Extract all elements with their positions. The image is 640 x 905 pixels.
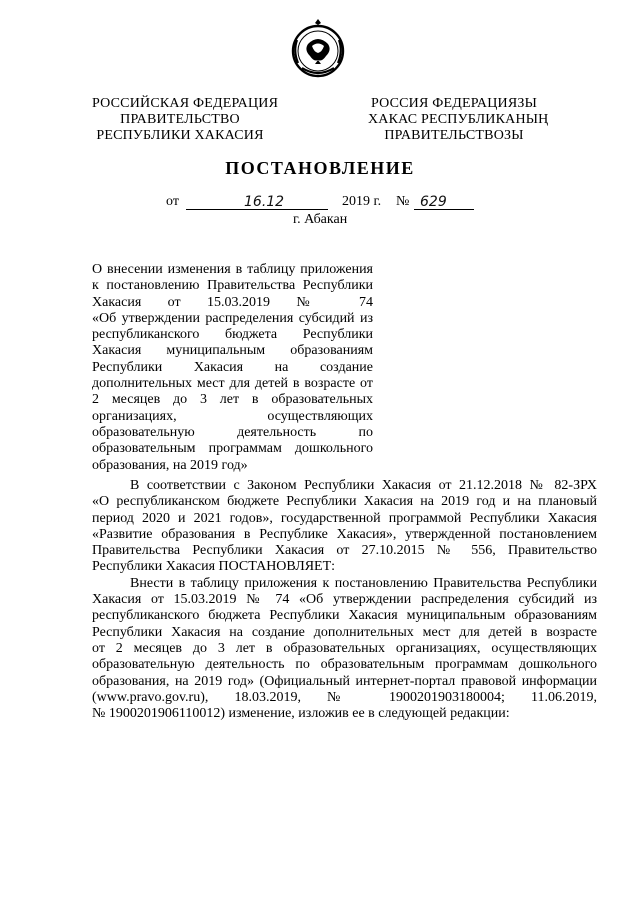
header-left-line-1: РОССИЙСКАЯ ФЕДЕРАЦИЯ (92, 96, 279, 111)
document-title: ПОСТАНОВЛЕНИЕ (225, 158, 415, 178)
year-label: 2019 г. (342, 194, 382, 209)
body-line: период 2020 и 2021 годов», государственной программой Республики Хакасия (92, 510, 597, 526)
header-right (368, 96, 549, 144)
subject-line: Хакасия от 15.03.2019 № 74 (92, 294, 373, 310)
date-from-label: от (166, 194, 179, 209)
subject-line: Хакасия муниципальным образованиям (92, 343, 373, 359)
body-line: Внести в таблицу приложения к постановлению Правительства Республики (130, 575, 597, 591)
body-line: «О республиканском бюджете Республики Хакасия на 2019 год и на плановый (92, 494, 597, 510)
number-handwritten: 629 (420, 194, 447, 210)
body-line: В соответствии с Законом Республики Хакасия от 21.12.2018 № 82-ЗРХ (130, 478, 597, 493)
body-line: Республики Хакасия на создание дополнительных мест для детей в возрасте (92, 624, 597, 640)
city-label: г. Абакан (293, 212, 348, 227)
subject-line: образовательным программам дошкольного (92, 441, 373, 457)
date-handwritten: 16.12 (244, 194, 285, 210)
header-left-line-2: ПРАВИТЕЛЬСТВО (120, 112, 240, 127)
subject-line: организациях, осуществляющих (92, 408, 373, 424)
body-line: Республики Хакасия ПОСТАНОВЛЯЕТ: (92, 559, 336, 575)
subject-line: образовательную деятельность по (92, 424, 373, 440)
number-label: № (396, 194, 410, 209)
body-line: образования, на 2019 год» (Официальный интернет-портал правовой информации (92, 673, 597, 689)
body-line: от 2 месяцев до 3 лет в образовательных организациях, осуществляющих (92, 640, 597, 656)
body-line: № 1900201906110012) изменение, изложив ее в следующей редакции: (92, 706, 510, 722)
body-line: республиканского бюджета Республики Хакасия муниципальным образованиям (92, 608, 597, 624)
subject-line: к постановлению Правительства Республики (92, 278, 373, 294)
body-line: (www.pravo.gov.ru), 18.03.2019, № 1900201903180004; 11.06.2019, (92, 689, 597, 705)
subject-line: Республики Хакасия на создание (92, 359, 373, 375)
header-right-line-1: РОССИЯ ФЕДЕРАЦИЯЗЫ (370, 96, 538, 111)
body-line: Правительства Республики Хакасия от 27.10.2015 № 556, Правительство (92, 543, 597, 559)
subject-line: О внесении изменения в таблицу приложения (92, 262, 373, 277)
header-right-line-2: ХАКАС РЕСПУБЛИКАНЫҢ (368, 112, 549, 127)
subject-line: дополнительных мест для детей в возрасте от (92, 376, 373, 392)
header-left-line-3: РЕСПУБЛИКИ ХАКАСИЯ (96, 128, 264, 143)
subject-line: «Об утверждении распределения субсидий из (92, 310, 373, 326)
body-text (92, 478, 597, 722)
header-right-line-3: ПРАВИТЕЛЬСТВОЗЫ (384, 128, 524, 143)
body-line: образовательную деятельность по образовательным программам дошкольного (92, 657, 597, 673)
coat-of-arms-emblem (288, 16, 348, 80)
subject-line: 2 месяцев до 3 лет в образовательных (92, 392, 373, 408)
subject-line: образования, на 2019 год» (92, 457, 248, 473)
header-left (92, 96, 279, 144)
body-line: Хакасия от 15.03.2019 № 74 «Об утверждении распределения субсидий из (92, 592, 597, 608)
body-line: «Развитие образования в Республике Хакасия», утвержденной постановлением (92, 526, 597, 542)
subject-line: республиканского бюджета Республики (92, 327, 373, 343)
subject-block (92, 262, 373, 474)
